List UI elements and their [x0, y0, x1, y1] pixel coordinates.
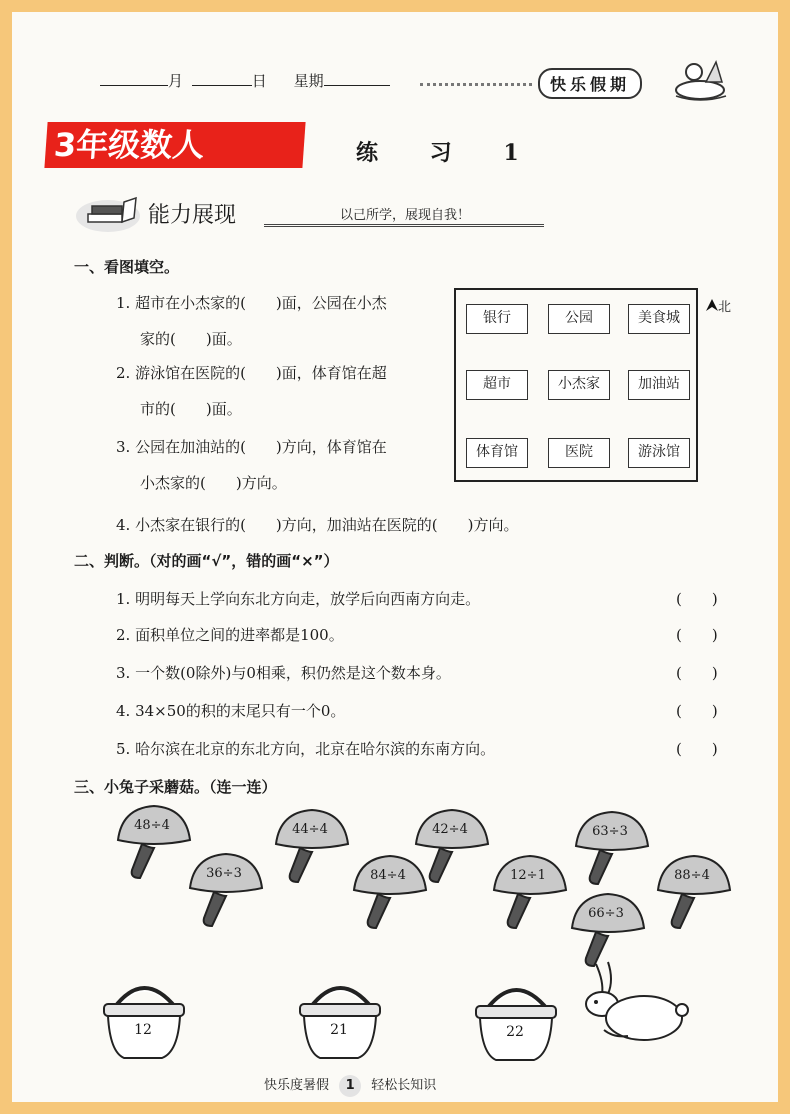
- map-cell-supermarket: 超市: [466, 370, 528, 400]
- basket-label: 22: [506, 1024, 524, 1040]
- mushroom-icon: [186, 852, 266, 932]
- map-cell-bank: 银行: [466, 304, 528, 334]
- weekday-blank[interactable]: [324, 71, 390, 86]
- brand-badge: 快乐假期: [538, 68, 642, 99]
- grade-banner: 3年级数人: [44, 122, 305, 168]
- mushroom-label: 63÷3: [592, 824, 628, 839]
- mushroom-label: 84÷4: [370, 868, 406, 883]
- basket[interactable]: [100, 974, 200, 1064]
- judge-item: 1. 明明每天上学向东北方向走，放学后向西南方向走。: [116, 590, 481, 608]
- basket[interactable]: [472, 976, 572, 1066]
- footer-left: 快乐度暑假: [264, 1078, 330, 1093]
- books-icon: [74, 194, 142, 234]
- mushroom-label: 36÷3: [206, 866, 242, 881]
- basket-icon: [472, 976, 572, 1066]
- mushroom-icon: [572, 810, 652, 890]
- mushroom-icon: [412, 808, 492, 888]
- mushroom[interactable]: [272, 808, 352, 892]
- header-dotted-line: [420, 83, 532, 86]
- exercise-title: 练 习 1: [356, 140, 541, 166]
- map-cell-food-court: 美食城: [628, 304, 690, 334]
- mushroom-icon: [654, 854, 734, 934]
- map-cell-home: 小杰家: [548, 370, 610, 400]
- mushroom-icon: [272, 808, 352, 888]
- mushroom-icon: [114, 804, 194, 884]
- judge-item: 5. 哈尔滨在北京的东北方向，北京在哈尔滨的东南方向。: [116, 740, 496, 758]
- mushroom[interactable]: [490, 854, 570, 938]
- mushroom-label: 44÷4: [292, 822, 328, 837]
- answer-paren[interactable]: ( ): [676, 740, 718, 758]
- mushroom[interactable]: [412, 808, 492, 892]
- mushroom-icon: [490, 854, 570, 934]
- north-arrow-icon: [706, 299, 718, 311]
- mushroom[interactable]: [654, 854, 734, 938]
- map-cell-gas-station: 加油站: [628, 370, 690, 400]
- mushroom[interactable]: [572, 810, 652, 894]
- footer-right: 轻松长知识: [371, 1078, 437, 1093]
- mushroom-label: 48÷4: [134, 818, 170, 833]
- mushroom-label: 42÷4: [432, 822, 468, 837]
- page-footer: [264, 1074, 436, 1097]
- map-cell-pool: 游泳馆: [628, 438, 690, 468]
- section-underline: [264, 224, 544, 227]
- part1-heading: 一、看图填空。: [74, 258, 180, 276]
- basket[interactable]: [296, 974, 396, 1064]
- day-blank[interactable]: [192, 71, 252, 86]
- part2-heading: 二、判断。（对的画“√”，错的画“×”）: [74, 552, 339, 570]
- date-line: [100, 70, 390, 91]
- q2-line1: 2. 游泳馆在医院的( )面，体育馆在超: [116, 364, 387, 382]
- q3-line2: 小杰家的( )方向。: [140, 474, 287, 492]
- answer-paren[interactable]: ( ): [676, 702, 718, 720]
- q3-line1: 3. 公园在加油站的( )方向，体育馆在: [116, 438, 387, 456]
- mushroom-label: 88÷4: [674, 868, 710, 883]
- answer-paren[interactable]: ( ): [676, 664, 718, 682]
- judge-item: 4. 34×50的积的末尾只有一个0。: [116, 702, 346, 720]
- answer-paren[interactable]: ( ): [676, 626, 718, 644]
- mushroom-label: 66÷3: [588, 906, 624, 921]
- north-label: 北: [718, 300, 732, 315]
- direction-map: [454, 288, 698, 482]
- section-motto: 以己所学，展现自我！: [340, 208, 471, 223]
- q4-line: 4. 小杰家在银行的( )方向，加油站在医院的( )方向。: [116, 516, 519, 534]
- q2-line2: 市的( )面。: [140, 400, 242, 418]
- section-title: 能力展现: [148, 203, 237, 228]
- basket-icon: [100, 974, 200, 1064]
- q1-line2: 家的( )面。: [140, 330, 242, 348]
- part3-heading: 三、小兔子采蘑菇。（连一连）: [74, 778, 277, 796]
- map-cell-park: 公园: [548, 304, 610, 334]
- basket-label: 12: [134, 1022, 152, 1038]
- day-label: 日: [251, 72, 267, 90]
- month-blank[interactable]: [100, 71, 168, 86]
- mushroom[interactable]: [186, 852, 266, 936]
- mushroom[interactable]: [114, 804, 194, 888]
- north-indicator: [706, 296, 731, 315]
- answer-paren[interactable]: ( ): [676, 590, 718, 608]
- map-cell-hospital: 医院: [548, 438, 610, 468]
- judge-item: 2. 面积单位之间的进率都是100。: [116, 626, 344, 644]
- basket-label: 21: [330, 1022, 348, 1038]
- q1-line1: 1. 超市在小杰家的( )面，公园在小杰: [116, 294, 387, 312]
- kids-boat-icon: [666, 52, 736, 104]
- worksheet-page: [12, 12, 778, 1102]
- basket-icon: [296, 974, 396, 1064]
- page-number: 1: [339, 1075, 361, 1097]
- mushroom-label: 12÷1: [510, 868, 546, 883]
- rabbit-icon: [574, 960, 692, 1050]
- map-cell-gym: 体育馆: [466, 438, 528, 468]
- month-label: 月: [168, 72, 184, 90]
- judge-item: 3. 一个数(0除外)与0相乘，积仍然是这个数本身。: [116, 664, 451, 682]
- weekday-label: 星期: [293, 72, 324, 90]
